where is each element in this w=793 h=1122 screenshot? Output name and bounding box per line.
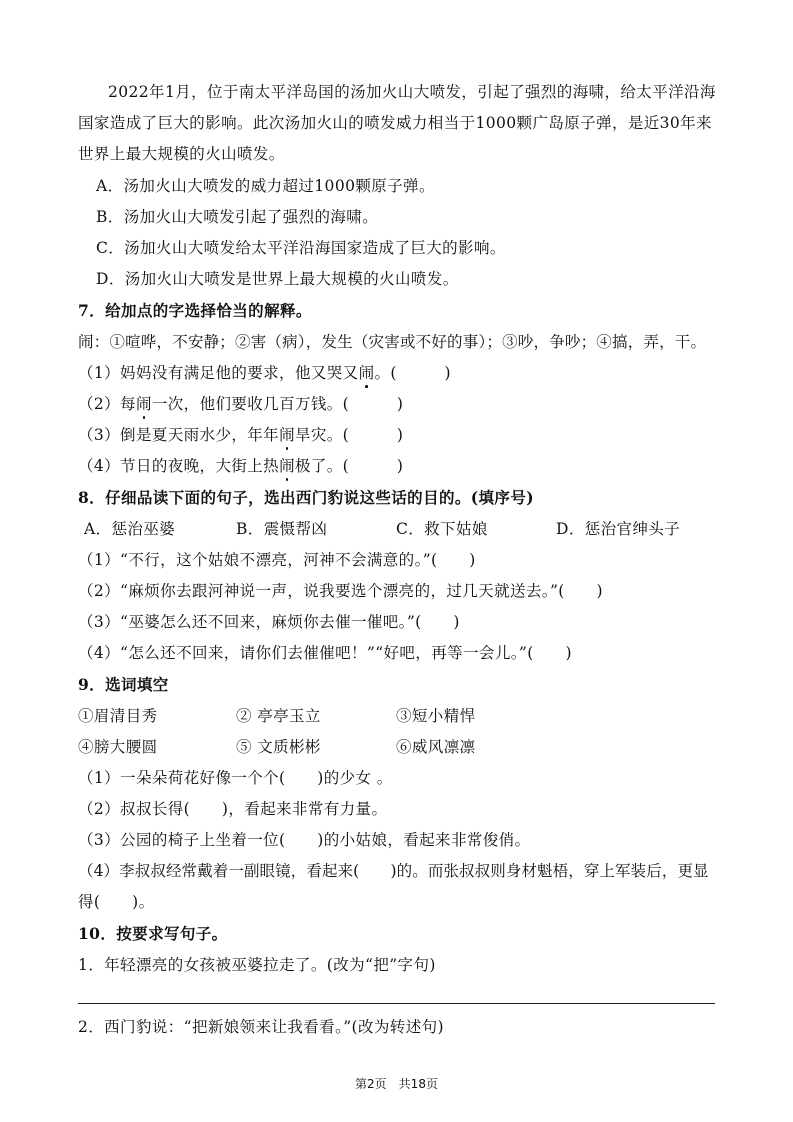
question-7-item-3: （3）倒是夏天雨水少，年年闹旱灾。( ) [78, 426, 404, 444]
dotted-char: 闹 [279, 457, 295, 475]
word-option-2: ② 亭亭玉立 [236, 707, 321, 725]
word-option-6: ⑥威风凛凛 [396, 738, 476, 756]
question-8-option-d: D．惩治官绅头子 [556, 520, 681, 538]
question-10-title: 10．按要求写句子。 [78, 924, 228, 943]
passage-line-3: 世界上最大规模的火山喷发。 [78, 145, 285, 163]
question-9-title: 9．选词填空 [78, 675, 169, 694]
question-7-item-2: （2）每闹一次，他们要收几百万钱。( ) [78, 395, 404, 413]
question-7-definition: 闹：①喧哗，不安静；②害（病），发生（灾害或不好的事）；③吵，争吵；④搞，弄，干。 [78, 333, 707, 351]
word-option-1: ①眉清目秀 [78, 707, 158, 725]
question-8-item-3: （3）“巫婆怎么还不回来，麻烦你去催一催吧。”( ) [78, 613, 460, 631]
option-b: B．汤加火山大喷发引起了强烈的海啸。 [96, 208, 379, 226]
question-7-item-4: （4）节日的夜晚，大街上热闹极了。( ) [78, 457, 404, 475]
question-8-title: 8．仔细品读下面的句子，选出西门豹说这些话的目的。(填序号) [78, 488, 534, 507]
question-10-item-2: 2．西门豹说：“把新娘领来让我看看。”(改为转述句) [78, 1018, 444, 1036]
passage-line-1: 2022年1月，位于南太平洋岛国的汤加火山大喷发，引起了强烈的海啸，给太平洋沿海 [108, 83, 716, 101]
question-7-item-1: （1）妈妈没有满足他的要求，他又哭又闹。( ) [78, 364, 451, 382]
dotted-char: 闹 [358, 364, 375, 382]
question-9-item-4: （4）李叔叔经常戴着一副眼镜，看起来( )的。而张叔叔则身材魁梧，穿上军装后，更显 [78, 862, 709, 880]
answer-line [78, 1003, 715, 1004]
question-9-item-2: （2）叔叔长得( )，看起来非常有力量。 [78, 800, 388, 818]
dotted-char: 闹 [135, 395, 152, 413]
question-10-item-1: 1．年轻漂亮的女孩被巫婆拉走了。(改为“把”字句) [78, 956, 436, 974]
question-8-option-a: A．惩治巫婆 [84, 520, 176, 538]
option-d: D．汤加火山大喷发是世界上最大规模的火山喷发。 [96, 270, 459, 288]
word-option-5: ⑤ 文质彬彬 [236, 738, 321, 756]
question-8-option-c: C．救下姑娘 [396, 520, 488, 538]
passage-line-2: 国家造成了巨大的影响。此次汤加火山的喷发威力相当于1000颗广岛原子弹，是近30年来 [78, 114, 712, 132]
word-option-3: ③短小精悍 [396, 707, 476, 725]
page-footer: 第2页 共18页 [355, 1077, 438, 1091]
question-8-item-2: （2）“麻烦你去跟河神说一声，说我要选个漂亮的，过几天就送去。”( ) [78, 582, 603, 600]
question-9-item-4-continued: 得( )。 [78, 893, 155, 911]
option-a: A．汤加火山大喷发的威力超过1000颗原子弹。 [96, 177, 435, 195]
question-9-item-3: （3）公园的椅子上坐着一位( )的小姑娘，看起来非常俊俏。 [78, 831, 531, 849]
question-7-title: 7．给加点的字选择恰当的解释。 [78, 301, 312, 320]
dotted-char: 闹 [279, 426, 295, 444]
question-9-item-1: （1）一朵朵荷花好像一个个( )的少女 。 [78, 769, 393, 787]
question-8-item-4: （4）“怎么还不回来，请你们去催催吧！”“好吧，再等一会儿。”( ) [78, 644, 572, 662]
word-option-4: ④膀大腰圆 [78, 738, 158, 756]
option-c: C．汤加火山大喷发给太平洋沿海国家造成了巨大的影响。 [96, 239, 506, 257]
question-8-option-b: B．震慑帮凶 [236, 520, 328, 538]
question-8-item-1: （1）“不行，这个姑娘不漂亮，河神不会满意的。”( ) [78, 551, 476, 569]
